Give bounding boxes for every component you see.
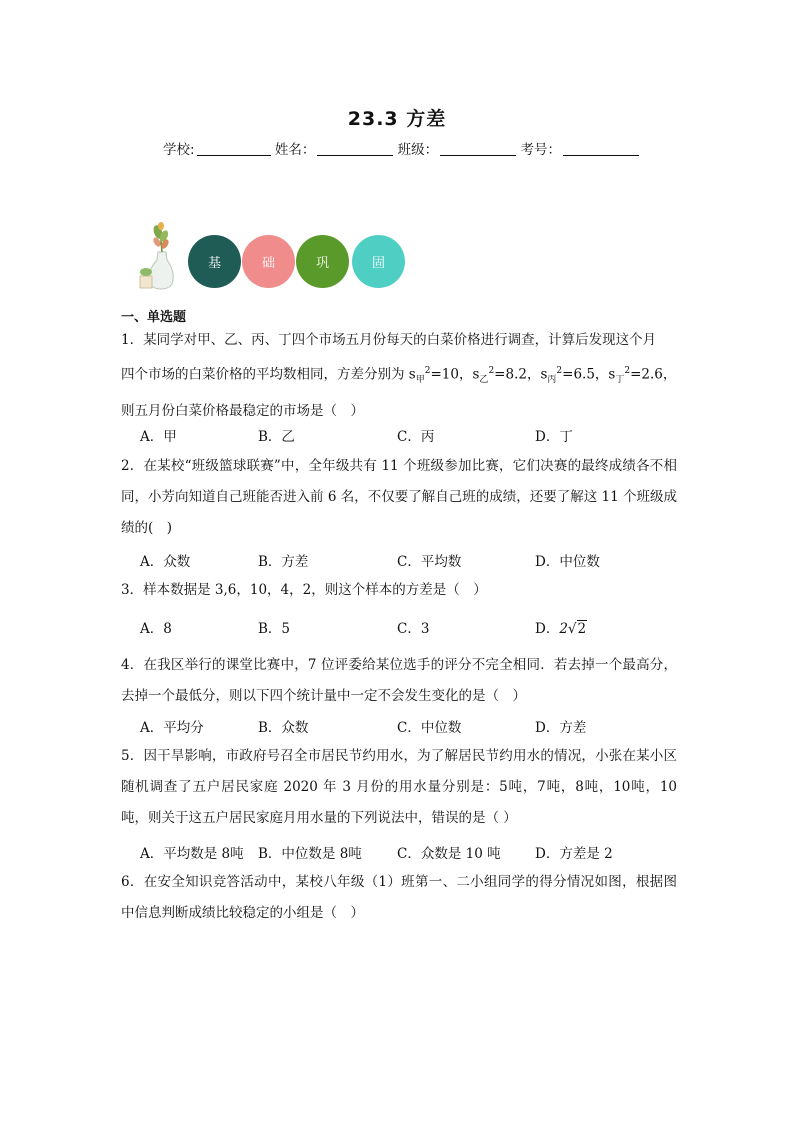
question-2: 2．在某校“班级篮球联赛”中，全年级共有 11 个班级参加比赛，它们决赛的最终成绩各不相同，小芳向知道自己班能否进入前 6 名，不仅要了解自己班的成绩，还要了解这 11 个班级成绩的( )	[121, 458, 677, 536]
q1-line2: 四个市场的白菜价格的平均数相同，方差分别为 $s_甲^2=10$，$s_乙^2=8.2$，$s_丙^2=6.5$，$s_丁^2=2.6$，	[121, 366, 677, 386]
q3-options	[140, 617, 680, 639]
banner-circle-1	[188, 235, 241, 288]
class-label: 班级：	[397, 142, 439, 158]
school-label: 学校:	[163, 142, 195, 158]
q3-option-d-value: 2√2	[559, 621, 587, 637]
banner-text-4: 固	[371, 256, 385, 271]
q5-option-b[interactable]: B．中位数是 8吨	[258, 846, 362, 862]
q3-option-c[interactable]: C．3	[397, 621, 430, 637]
q2-option-a[interactable]: A．众数	[140, 554, 191, 570]
q5-option-c[interactable]: C．众数是 10 吨	[397, 846, 501, 862]
q1-option-b[interactable]: B．乙	[258, 429, 295, 445]
banner-text-2: 础	[261, 256, 275, 271]
q1-option-c[interactable]: C．丙	[397, 429, 435, 445]
banner-circle-3	[296, 235, 349, 288]
q5-option-d[interactable]: D．方差是 2	[535, 846, 613, 862]
q3-option-d[interactable]: D．2√2	[535, 621, 587, 637]
q2-option-b[interactable]: B．方差	[258, 554, 309, 570]
exam-number-blank[interactable]	[563, 141, 639, 156]
name-label: 姓名：	[274, 142, 316, 158]
q1-option-d[interactable]: D．丁	[535, 429, 573, 445]
sqrt-symbol: √2	[567, 621, 587, 637]
banner-text-1: 基	[207, 256, 221, 271]
question-4: 4．在我区举行的课堂比赛中，7 位评委给某位选手的评分不完全相同．若去掉一个最高分，去掉一个最低分，则以下四个统计量中一定不会发生变化的是（ ）	[121, 657, 677, 704]
student-info-line	[163, 138, 639, 158]
q2-option-c[interactable]: C．平均数	[397, 554, 462, 570]
section-title: 一、单选题	[121, 310, 187, 325]
q3-option-a[interactable]: A．8	[140, 621, 172, 637]
school-blank[interactable]	[197, 141, 271, 156]
q1-line3: 则五月份白菜价格最稳定的市场是（ ）	[121, 403, 364, 420]
q5-options	[140, 842, 680, 864]
q4-option-b[interactable]: B．众数	[258, 720, 309, 736]
q1-options	[140, 425, 680, 447]
q2-option-d[interactable]: D．中位数	[535, 554, 600, 570]
q3-option-b[interactable]: B．5	[258, 621, 291, 637]
banner-circle-4	[352, 235, 405, 288]
banner-text-3: 巩	[315, 256, 329, 271]
question-1	[121, 325, 677, 427]
q2-options	[140, 550, 680, 572]
q4-options	[140, 716, 680, 738]
q4-option-a[interactable]: A．平均分	[140, 720, 204, 736]
q4-option-c[interactable]: C．中位数	[397, 720, 462, 736]
q5-option-a[interactable]: A．平均数是 8吨	[140, 846, 244, 862]
q4-option-d[interactable]: D．方差	[535, 720, 587, 736]
name-blank[interactable]	[317, 141, 393, 156]
question-6: 6．在安全知识竞答活动中，某校八年级（1）班第一、二小组同学的得分情况如图，根据图中信息判断成绩比较稳定的小组是（ ）	[121, 874, 677, 921]
page-title: 23.3 方差	[347, 108, 447, 130]
exam-number-label: 考号：	[520, 142, 561, 158]
question-3: 3．样本数据是 3,6，10，4，2，则这个样本的方差是（ ）	[121, 582, 487, 598]
class-blank[interactable]	[440, 141, 516, 156]
question-5: 5．因干旱影响，市政府号召全市居民节约用水，为了解居民节约用水的情况，小张在某小区随机调查了五户居民家庭 2020 年 3 月份的用水量分别是：5吨，7吨，8吨，10吨，10 吨，则关于这五户居民家庭月用水量的下列说法中，错误的是（ ）	[121, 748, 677, 826]
q1-line1: 1．某同学对甲、乙、丙、丁四个市场五月份每天的白菜价格进行调查，计算后发现这个月	[121, 332, 657, 348]
q1-option-a[interactable]: A．甲	[140, 429, 177, 445]
banner-circle-2	[242, 235, 295, 288]
plant-vase-icon	[136, 222, 186, 290]
